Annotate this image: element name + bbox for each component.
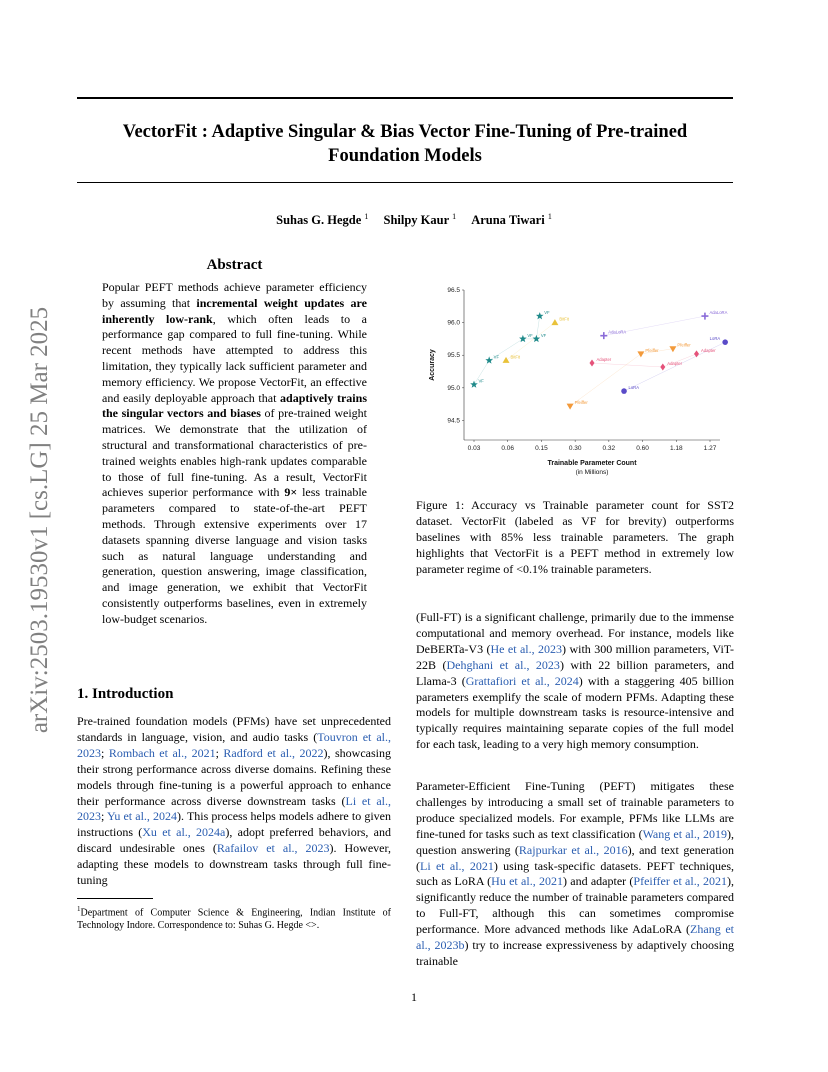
title-line-1: VectorFit : Adaptive Singular & Bias Vector Fine-Tuning of Pre-trained: [122, 122, 688, 142]
point-label: Adapter: [596, 357, 612, 363]
citation-link[interactable]: Pfeiffer et al., 2021: [633, 874, 727, 889]
point-adapter: [590, 360, 595, 367]
arxiv-stamp: [20, 280, 60, 760]
author-name: Suhas G. Hegde: [276, 213, 362, 228]
point-vf: [485, 356, 493, 363]
x-tick-label: 1.27: [703, 445, 717, 452]
paper-title: [77, 120, 733, 168]
abstract-text: of pre-trained weight matrices. We demonstrate that the utilization of structural and transformational characteristics of pre-trained weights enables high-rank updates comparable to those of full fine-tuning. As a result, VectorFit achieves superior performance with: [102, 406, 367, 500]
author: [276, 213, 368, 227]
y-axis-label: Accuracy: [429, 349, 436, 381]
intro-paragraph-3: [416, 779, 734, 970]
citation-link[interactable]: Radford et al., 2022: [223, 745, 324, 760]
y-tick-label: 96.0: [447, 319, 460, 327]
citation-link[interactable]: Yu et al., 2024: [107, 809, 178, 824]
footnote-text: Department of Computer Science & Engineering, Indian Institute of Technology Indore. Correspondence to: Suhas G. Hegde <>.: [77, 907, 391, 932]
author: [384, 213, 457, 227]
intro-paragraph-2: [416, 610, 734, 753]
paragraph-text: ), adopt preferred behaviors, and discard undesirable ones (: [77, 825, 391, 856]
abstract-heading: Abstract: [206, 257, 263, 273]
paragraph-text: ) with 300 million parameters, ViT-22B (: [416, 641, 735, 672]
citation-link[interactable]: Rajpurkar et al., 2016: [518, 842, 628, 857]
title-rule-bottom: [77, 182, 733, 183]
citation-link[interactable]: Dehghani et al., 2023: [446, 657, 560, 672]
point-lora: [722, 339, 728, 345]
paragraph-text: ), significantly reduce the number of trainable parameters compared to Full-FT, although this can sometimes compromise performance. More advanced methods like AdaLoRA (: [416, 874, 734, 937]
author: [471, 213, 552, 227]
abstract-text: Popular PEFT methods achieve parameter efficiency by assuming that: [102, 280, 367, 310]
x-tick-label: 0.30: [568, 445, 582, 452]
citation-link[interactable]: Hu et al., 2021: [491, 874, 563, 889]
point-adalora: [600, 332, 607, 339]
point-label: AdaLoRA: [709, 310, 728, 316]
point-label: Adapter: [701, 347, 716, 353]
citation-link[interactable]: Zhang et al., 2023b: [416, 922, 734, 953]
footnote: [77, 903, 391, 932]
page-number: 1: [411, 990, 417, 1004]
x-tick-label: 0.03: [467, 445, 481, 452]
point-label: VF: [527, 332, 533, 338]
citation-link[interactable]: He et al., 2023: [490, 641, 563, 656]
point-label: Pfeiffer: [677, 342, 691, 348]
x-tick-label: 0.15: [535, 445, 548, 452]
arxiv-identifier: arXiv:2503.19530v1 [cs.LG] 25 Mar 2025: [26, 306, 53, 734]
citation-link[interactable]: Wang et al., 2019: [642, 826, 727, 841]
paragraph-text: ), question answering (: [416, 826, 734, 857]
paragraph-text: ). This process helps models adhere to given instructions (: [77, 809, 391, 840]
point-label: Pfeiffer: [574, 400, 588, 406]
author-name: Shilpy Kaur: [383, 213, 449, 228]
point-label: Pfeiffer: [645, 347, 659, 353]
footnote-mark: 1: [77, 905, 81, 913]
paragraph-text: ;: [215, 745, 224, 760]
paragraph-text: Pre-trained foundation models (PFMs) have set unprecedented standards in language, vision, and audio tasks (: [77, 714, 391, 744]
scatter-chart: [416, 280, 734, 490]
title-line-2: Foundation Models: [328, 146, 482, 166]
x-tick-label: 1.18: [669, 445, 683, 452]
point-bitfit: [503, 357, 510, 363]
series-line-pfeiffer: [570, 349, 673, 406]
paragraph-text: Parameter-Efficient Fine-Tuning (PEFT) mitigates these challenges by introducing a small set of trainable parameters to produce specialized models. For example, PFMs like LLMs are fine-tuned for tasks such as text classification (: [416, 779, 734, 841]
paragraph-text: ), and text generation (: [416, 842, 734, 873]
citation-link[interactable]: Li et al., 2023: [77, 793, 392, 824]
point-adapter: [660, 363, 665, 370]
x-axis-label: Trainable Parameter Count: [547, 460, 637, 467]
point-label: AdaLoRA: [608, 329, 627, 335]
paragraph-text: ) with 22 billion parameters, and Llama-3 (: [416, 657, 734, 688]
point-adapter: [694, 350, 699, 357]
point-vf: [470, 381, 478, 388]
y-tick-label: 94.5: [447, 417, 460, 425]
point-lora: [621, 388, 627, 394]
citation-link[interactable]: Rafailov et al., 2023: [216, 841, 330, 856]
point-label: BitFit: [559, 316, 569, 322]
section-heading-introduction: 1. Introduction: [77, 686, 174, 702]
affiliation-mark: 1: [364, 212, 369, 221]
y-tick-label: 95.0: [447, 384, 460, 392]
intro-paragraph-1: [77, 714, 391, 889]
x-tick-label: 0.06: [501, 445, 515, 452]
abstract-emphasis: adaptively trains the singular vectors and biases: [102, 390, 367, 421]
point-adalora: [701, 313, 708, 320]
point-label: VF: [540, 332, 547, 338]
point-label: BitFit: [510, 354, 521, 360]
paragraph-text: ), showcasing their strong performance across diverse domains. Refining these models through fine-tuning is a powerful approach to enhance their performance across diverse downstream tasks (: [77, 745, 391, 808]
x-tick-label: 0.32: [602, 445, 616, 452]
figure-caption: Figure 1: Accuracy vs Trainable parameter count for SST2 dataset. VectorFit (labeled as VF for brevity) outperforms baselines with 85% less trainable parameters. The graph highlights that VectorFit is a PEFT method in extremely low parameter regime of <0.1% trainable parameters.: [416, 498, 734, 576]
abstract-emphasis: incremental weight updates are inherently low-rank: [102, 295, 367, 326]
paragraph-text: ) and adapter (: [562, 874, 634, 889]
citation-link[interactable]: Li et al., 2021: [420, 858, 494, 873]
point-vf: [519, 335, 527, 342]
abstract-text: , which often leads to a performance gap compared to full fine-tuning. While recent methods have attempted to address this limitation, they typically lack sufficient parameter and memory efficiency. We propose VectorFit, an effective and easily deployable approach that: [102, 311, 367, 405]
point-label: VF: [478, 378, 484, 384]
point-vf: [533, 335, 541, 342]
point-label: VF: [544, 310, 550, 316]
citation-link[interactable]: Touvron et al., 2023: [77, 729, 392, 760]
author-name: Aruna Tiwari: [471, 213, 545, 228]
citation-link[interactable]: Grattafiori et al., 2024: [465, 673, 579, 688]
x-tick-label: 0.60: [636, 445, 649, 452]
paragraph-text: ) with a staggering 405 billion parameters exemplify the scale of modern PFMs. Adapting these models for multiple downstream tasks is resource-intensive and typically requires maintaining separate copies of the full model for each task, leading to a very high memory consumption.: [416, 673, 734, 752]
author-list: [0, 212, 828, 228]
paragraph-text: ) using task-specific datasets. PEFT techniques, such as LoRA (: [416, 858, 735, 889]
paragraph-text: ;: [101, 809, 108, 824]
citation-link[interactable]: Rombach et al., 2021: [108, 745, 216, 760]
y-tick-label: 95.5: [447, 352, 460, 360]
point-vf: [536, 312, 544, 319]
point-label: LoRA: [628, 385, 640, 391]
title-rule-top: [77, 97, 733, 99]
point-label: VF: [493, 354, 500, 360]
series-line-vf: [474, 316, 540, 385]
abstract-emphasis: 9×: [284, 485, 298, 500]
point-pfeiffer: [637, 351, 644, 357]
paragraph-text: ). However, adapting these models to downstream tasks through full fine-tuning: [77, 841, 391, 888]
paragraph-text: (Full-FT) is a significant challenge, primarily due to the immense computational and memory overhead. For instance, models like DeBERTa-V3 (: [416, 610, 734, 656]
point-pfeiffer: [567, 404, 574, 410]
paragraph-text: ) try to increase expressiveness by adaptively choosing trainable: [416, 938, 734, 968]
y-tick-label: 96.5: [447, 287, 460, 294]
citation-link[interactable]: Xu et al., 2024a: [142, 825, 226, 840]
abstract-body: [102, 280, 367, 628]
affiliation-mark: 1: [452, 212, 457, 221]
abstract-text: less trainable parameters compared to state-of-the-art PEFT methods. Through extensive experiments over 17 datasets spanning diverse language and vision tasks such as natural language understanding and generation, question answering, image classification, and image generation, we exhibit that VectorFit consistently outperforms baselines, even in extremely low-budget scenarios.: [102, 485, 367, 626]
figure-1-chart: [416, 280, 734, 490]
footnote-rule: [77, 898, 153, 899]
point-label: Adapter: [667, 360, 682, 366]
x-axis-sublabel: (in Millions): [575, 469, 609, 476]
affiliation-mark: 1: [547, 212, 552, 221]
point-bitfit: [551, 319, 558, 325]
point-label: LoRA: [709, 336, 721, 342]
paragraph-text: ;: [101, 745, 109, 760]
